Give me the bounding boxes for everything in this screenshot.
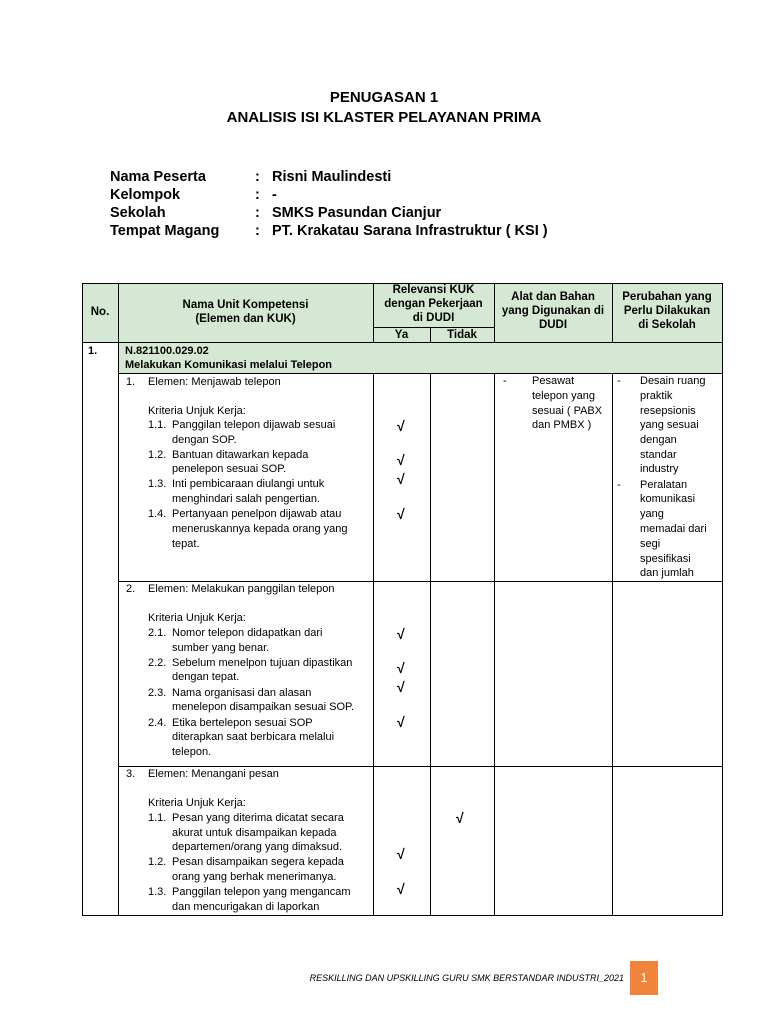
perubahan-text: Desain ruang (640, 375, 706, 387)
info-value: Risni Maulindesti (272, 169, 392, 185)
header-perubahan: di Sekolah (638, 319, 696, 331)
info-label: Tempat Magang (110, 223, 220, 239)
kuk-text: meneruskannya kepada orang yang (172, 523, 348, 535)
bullet-dash: - (617, 479, 621, 491)
footer-text: RESKILLING DAN UPSKILLING GURU SMK BERSTANDAR INDUSTRI_2021 (309, 973, 624, 983)
table-border (612, 373, 613, 916)
check-mark-ya: √ (397, 626, 405, 642)
check-mark-ya: √ (397, 660, 405, 676)
kuk-text: penelepon sesuai SOP. (172, 463, 287, 475)
header-alat: DUDI (538, 319, 568, 331)
info-colon: : (255, 223, 260, 239)
table-border (373, 373, 374, 916)
kuk-text: Etika bertelepon sesuai SOP (172, 717, 313, 729)
kuk-text: menghindari salah pengertian. (172, 493, 320, 505)
alat-text: Pesawat (532, 375, 575, 387)
kuk-text: Inti pembicaraan diulangi untuk (172, 478, 325, 490)
perubahan-text: industry (640, 463, 679, 475)
perubahan-text: resepsionis (640, 405, 696, 417)
info-colon: : (255, 187, 260, 203)
check-mark-ya: √ (397, 881, 405, 897)
kuk-text: Pesan yang diterima dicatat secara (172, 812, 344, 824)
info-value: SMKS Pasundan Cianjur (272, 205, 442, 221)
header-alat: Alat dan Bahan (511, 291, 595, 303)
kuk-number: 1.2. (148, 449, 167, 461)
check-mark-ya: √ (397, 506, 405, 522)
kuk-number: 1.1. (148, 419, 167, 431)
kuk-text: sumber yang benar. (172, 642, 270, 654)
kuk-text: akurat untuk disampaikan kepada (172, 827, 337, 839)
kuk-text: telepon. (172, 746, 212, 758)
kuk-text: Pertanyaan penelpon dijawab atau (172, 508, 342, 520)
row-number: 1. (88, 345, 98, 357)
document-subtitle: ANALISIS ISI KLASTER PELAYANAN PRIMA (226, 109, 542, 126)
info-label: Sekolah (110, 205, 166, 221)
perubahan-text: dan jumlah (640, 567, 694, 579)
kriteria-label: Kriteria Unjuk Kerja: (148, 612, 246, 624)
table-border (82, 915, 723, 916)
kuk-text: Bantuan ditawarkan kepada (172, 449, 309, 461)
kuk-text: Sebelum menelpon tujuan dipastikan (172, 657, 353, 669)
info-label: Kelompok (110, 187, 181, 203)
kuk-text: Pesan disampaikan segera kepada (172, 856, 344, 868)
element-title: Elemen: Menjawab telepon (148, 376, 281, 388)
header-unit: Nama Unit Kompetensi (182, 299, 309, 311)
table-border (430, 373, 431, 916)
table-border (118, 373, 723, 374)
perubahan-text: yang sesuai (640, 419, 699, 431)
element-title: Elemen: Menangani pesan (148, 768, 279, 780)
alat-text: telepon yang (532, 390, 595, 402)
info-colon: : (255, 169, 260, 185)
kuk-text: dengan tepat. (172, 671, 240, 683)
kuk-number: 1.3. (148, 478, 167, 490)
kuk-number: 2.3. (148, 687, 167, 699)
kuk-number: 1.4. (148, 508, 167, 520)
kuk-text: dan mencurigakan di laporkan (172, 901, 320, 913)
perubahan-text: memadai dari (640, 523, 707, 535)
kuk-text: menelepon disampaikan sesuai SOP. (172, 701, 355, 713)
kriteria-label: Kriteria Unjuk Kerja: (148, 405, 246, 417)
bullet-dash: - (617, 375, 621, 387)
perubahan-text: praktik (640, 390, 673, 402)
perubahan-text: standar (640, 449, 677, 461)
alat-text: sesuai ( PABX (532, 405, 603, 417)
kuk-text: diterapkan saat berbicara melalui (172, 731, 335, 743)
document-title: PENUGASAN 1 (329, 89, 439, 106)
perubahan-text: Peralatan (640, 479, 688, 491)
header-perubahan: Perlu Dilakukan (623, 305, 711, 317)
info-value: - (272, 187, 277, 203)
header-ya: Ya (394, 329, 409, 341)
info-colon: : (255, 205, 260, 221)
kriteria-label: Kriteria Unjuk Kerja: (148, 797, 246, 809)
kuk-text: tepat. (172, 538, 200, 550)
element-number: 2. (126, 583, 136, 595)
header-relevansi: Relevansi KUK (392, 284, 475, 296)
check-mark-tidak: √ (456, 810, 464, 826)
kuk-text: Nomor telepon didapatkan dari (172, 627, 323, 639)
alat-text: dan PMBX ) (532, 419, 592, 431)
header-alat: yang Digunakan di (501, 305, 605, 317)
perubahan-text: komunikasi (640, 493, 696, 505)
perubahan-text: yang (640, 508, 664, 520)
unit-code: N.821100.029.02 (125, 345, 209, 357)
header-tidak: Tidak (447, 329, 477, 341)
table-border (494, 373, 495, 916)
kuk-text: orang yang berhak menerimanya. (172, 871, 337, 883)
perubahan-text: spesifikasi (640, 553, 691, 565)
perubahan-text: segi (640, 538, 661, 550)
perubahan-text: dengan (640, 434, 677, 446)
check-mark-ya: √ (397, 846, 405, 862)
kuk-number: 2.4. (148, 717, 167, 729)
kuk-text: dengan SOP. (172, 434, 237, 446)
header-relevansi: di DUDI (412, 312, 455, 324)
kuk-text: Panggilan telepon yang mengancam (172, 886, 351, 898)
info-label: Nama Peserta (110, 169, 206, 185)
header-unit-sub: (Elemen dan KUK) (195, 313, 296, 325)
kuk-number: 1.3. (148, 886, 167, 898)
check-mark-ya: √ (397, 714, 405, 730)
check-mark-ya: √ (397, 418, 405, 434)
kuk-number: 2.2. (148, 657, 167, 669)
kuk-number: 1.2. (148, 856, 167, 868)
kuk-text: Nama organisasi dan alasan (172, 687, 312, 699)
check-mark-ya: √ (397, 679, 405, 695)
element-number: 3. (126, 768, 136, 780)
table-border (82, 283, 83, 916)
kuk-number: 2.1. (148, 627, 167, 639)
kuk-number: 1.1. (148, 812, 167, 824)
table-border (118, 283, 119, 916)
kuk-text: Panggilan telepon dijawab sesuai (172, 419, 336, 431)
header-relevansi: dengan Pekerjaan (384, 298, 483, 310)
check-mark-ya: √ (397, 471, 405, 487)
table-border (722, 283, 723, 916)
header-perubahan: Perubahan yang (622, 291, 712, 303)
element-number: 1. (126, 376, 136, 388)
element-title: Elemen: Melakukan panggilan telepon (148, 583, 335, 595)
unit-name: Melakukan Komunikasi melalui Telepon (125, 359, 333, 371)
table-border (82, 342, 723, 343)
header-no: No. (90, 306, 110, 318)
page-number-badge: 1 (630, 961, 658, 995)
kuk-text: departemen/orang yang dimaksud. (172, 841, 342, 853)
info-value: PT. Krakatau Sarana Infrastruktur ( KSI ) (272, 223, 548, 239)
bullet-dash: - (503, 375, 507, 387)
check-mark-ya: √ (397, 452, 405, 468)
